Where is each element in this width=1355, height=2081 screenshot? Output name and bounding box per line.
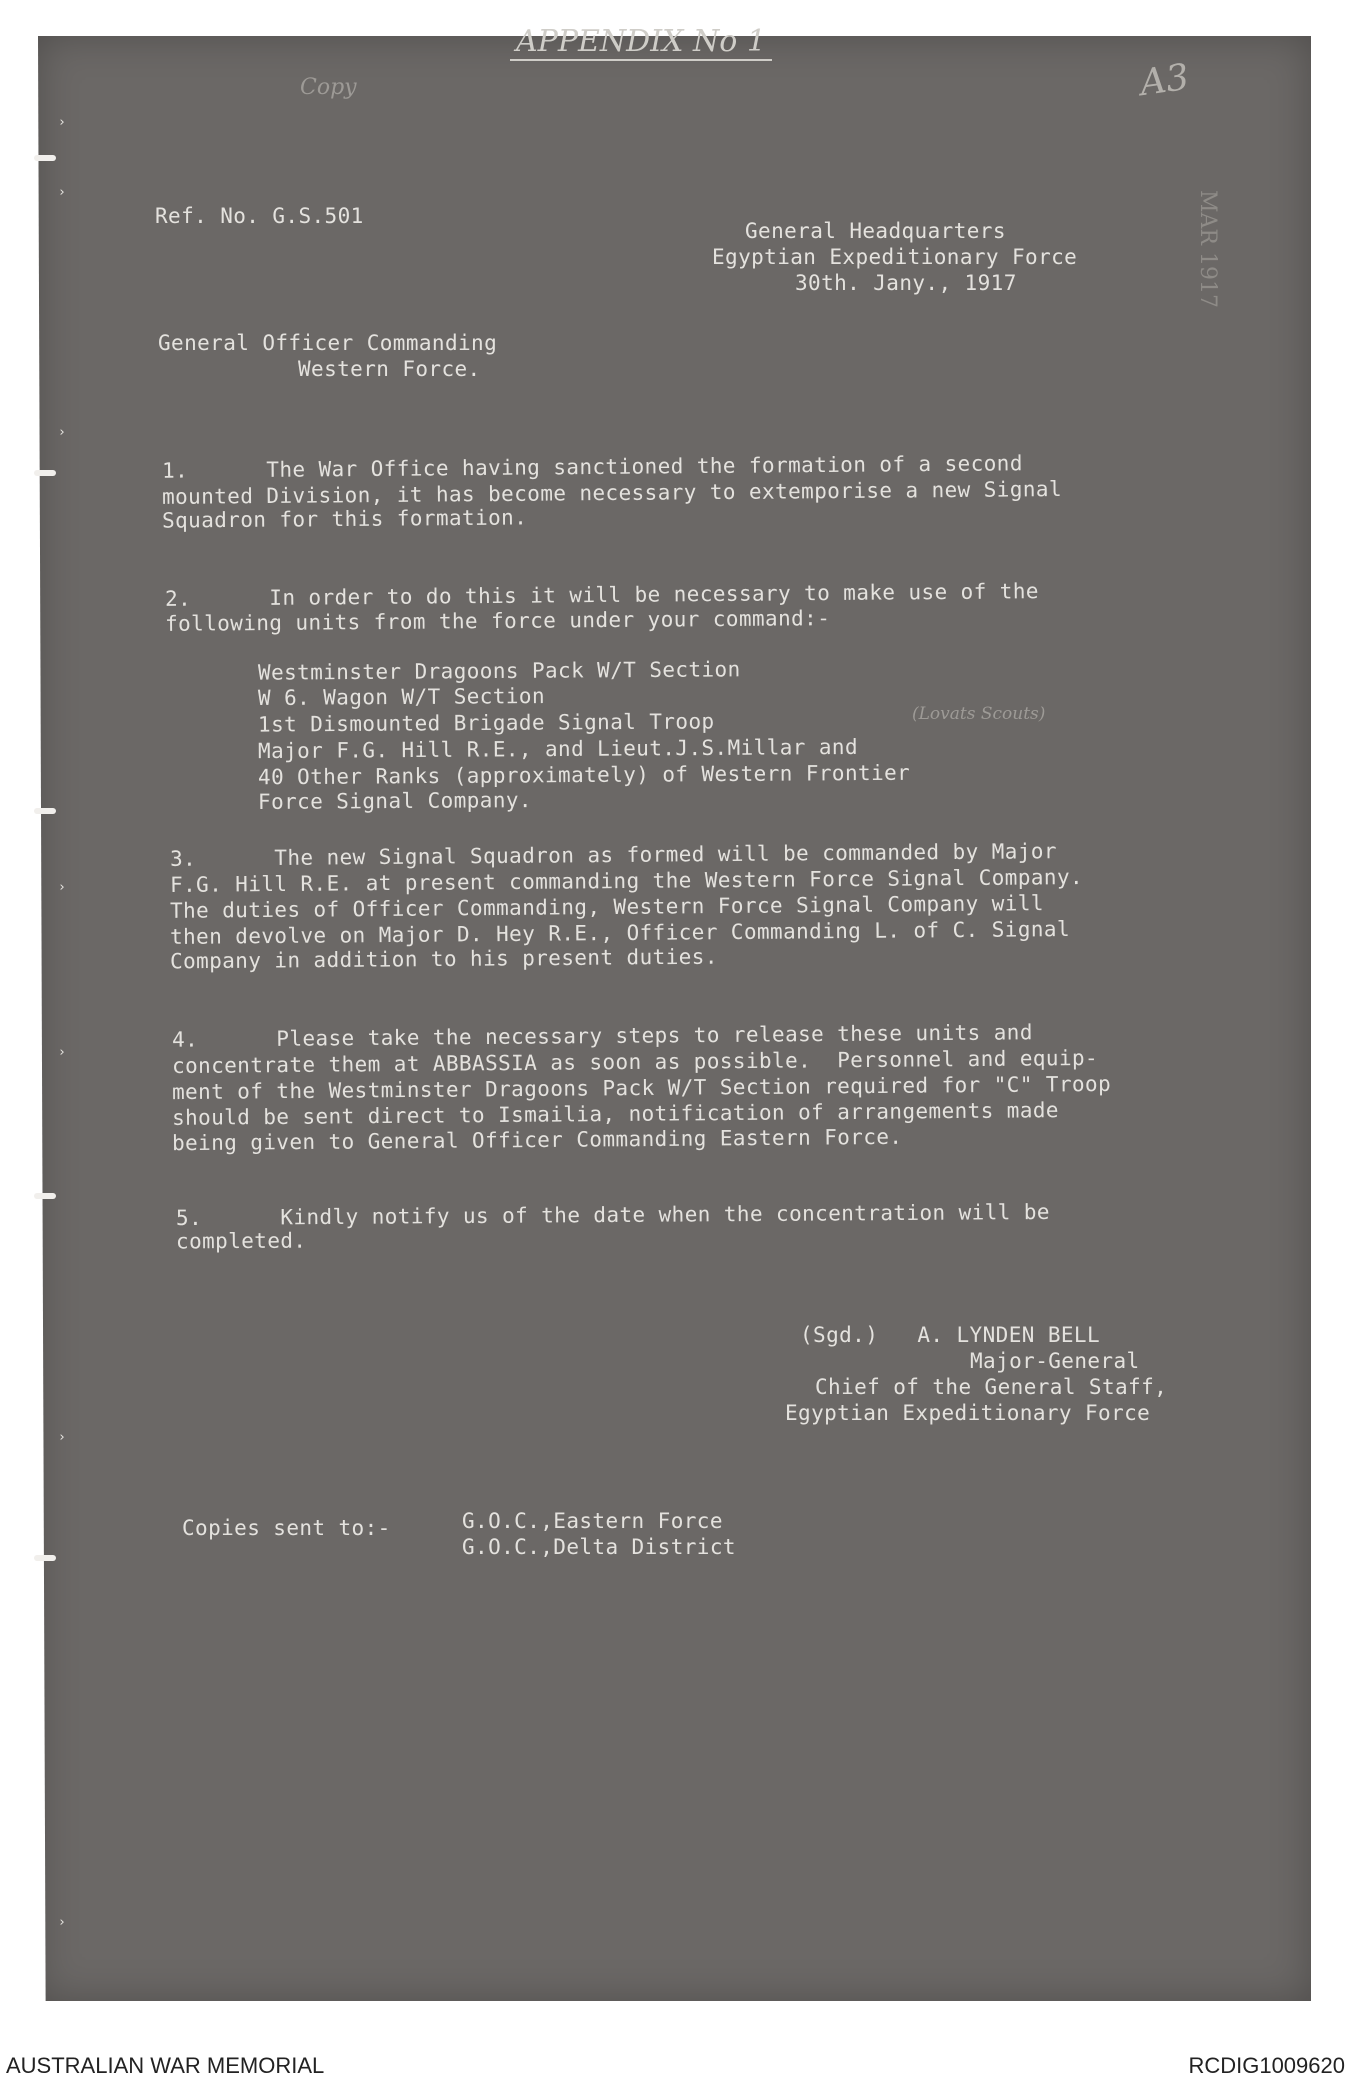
- paragraph-3-line: F.G. Hill R.E. at present commanding the Western Force Signal Company.: [169, 865, 1084, 897]
- paragraph-5-line: 5. Kindly notify us of the date when the concentration will be: [175, 1199, 1050, 1231]
- reference-mark: A3: [1137, 56, 1192, 105]
- paragraph-4-line: concentrate them at ABBASSIA as soon as possible. Personnel and equip-: [171, 1045, 1099, 1079]
- appendix-heading: APPENDIX No 1: [510, 24, 772, 61]
- unit-list-item: 1st Dismounted Brigade Signal Troop: [257, 709, 715, 737]
- addressee-line-1: General Officer Commanding: [158, 331, 498, 355]
- binding-hole: [34, 470, 56, 476]
- addressee-line-2: Western Force.: [298, 357, 481, 381]
- binding-mark: ›: [58, 1915, 66, 1930]
- binding-hole: [34, 1555, 56, 1561]
- paragraph-3-line: then devolve on Major D. Hey R.E., Officer Commanding L. of C. Signal: [169, 917, 1071, 949]
- received-stamp: MAR 1917: [1195, 190, 1220, 308]
- binding-mark: ›: [58, 1045, 66, 1060]
- archive-id: RCDIG1009620: [1188, 2053, 1345, 2078]
- copies-recipient-1: G.O.C.,Eastern Force: [462, 1509, 723, 1533]
- copies-label: Copies sent to:-: [182, 1516, 391, 1540]
- paragraph-2-line: 2. In order to do this it will be necessary to make use of the: [164, 579, 1039, 611]
- paragraph-5-line: completed.: [175, 1228, 307, 1254]
- binding-mark: ›: [58, 425, 66, 440]
- binding-mark: ›: [58, 880, 66, 895]
- unit-list-item: Westminster Dragoons Pack W/T Section: [257, 657, 741, 685]
- binding-hole: [34, 1193, 56, 1199]
- hq-line-2: Egyptian Expeditionary Force: [712, 245, 1078, 269]
- paragraph-1-line: 1. The War Office having sanctioned the formation of a second: [161, 451, 1023, 483]
- signature-rank: Major-General: [970, 1349, 1140, 1373]
- binding-mark: ›: [58, 185, 66, 200]
- unit-list-item: W 6. Wagon W/T Section: [257, 683, 546, 711]
- unit-list-item: 40 Other Ranks (approximately) of Western Frontier: [257, 760, 911, 790]
- binding-mark: ›: [58, 1430, 66, 1445]
- paragraph-4-line: should be sent direct to Ismailia, notification of arrangements made: [171, 1098, 1060, 1130]
- paragraph-4-line: being given to General Officer Commanding Eastern Force.: [171, 1124, 903, 1156]
- paragraph-4-line: ment of the Westminster Dragoons Pack W/T Section required for "C" Troop: [171, 1071, 1112, 1105]
- paragraph-4-line: 4. Please take the necessary steps to release these units and: [171, 1020, 1033, 1052]
- paragraph-1-line: Squadron for this formation.: [161, 505, 528, 533]
- signature-name: (Sgd.) A. LYNDEN BELL: [800, 1323, 1100, 1347]
- binding-hole: [34, 808, 56, 814]
- document-date: 30th. Jany., 1917: [795, 271, 1017, 295]
- unit-list-item: Major F.G. Hill R.E., and Lieut.J.S.Millar and: [257, 734, 859, 764]
- paragraph-1-line: mounted Division, it has become necessary to extemporise a new Signal: [161, 477, 1063, 509]
- copies-recipient-2: G.O.C.,Delta District: [462, 1535, 736, 1559]
- archive-credit: AUSTRALIAN WAR MEMORIAL: [6, 2053, 325, 2078]
- signature-organisation: Egyptian Expeditionary Force: [785, 1401, 1151, 1425]
- reference-number: Ref. No. G.S.501: [155, 204, 364, 228]
- paragraph-3-line: The duties of Officer Commanding, Western Force Signal Company will: [169, 891, 1044, 923]
- paragraph-3-line: Company in addition to his present duties.: [169, 944, 718, 974]
- unit-list-item: Force Signal Company.: [257, 788, 532, 814]
- binding-hole: [34, 155, 56, 161]
- unit-annotation: (Lovats Scouts): [912, 704, 1046, 724]
- binding-mark: ›: [58, 115, 66, 130]
- signature-title: Chief of the General Staff,: [815, 1375, 1168, 1399]
- copy-note: Copy: [300, 75, 357, 100]
- paragraph-2-line: following units from the force under your command:-: [164, 606, 831, 636]
- paragraph-3-line: 3. The new Signal Squadron as formed will be commanded by Major: [169, 839, 1058, 871]
- hq-line-1: General Headquarters: [745, 219, 1006, 243]
